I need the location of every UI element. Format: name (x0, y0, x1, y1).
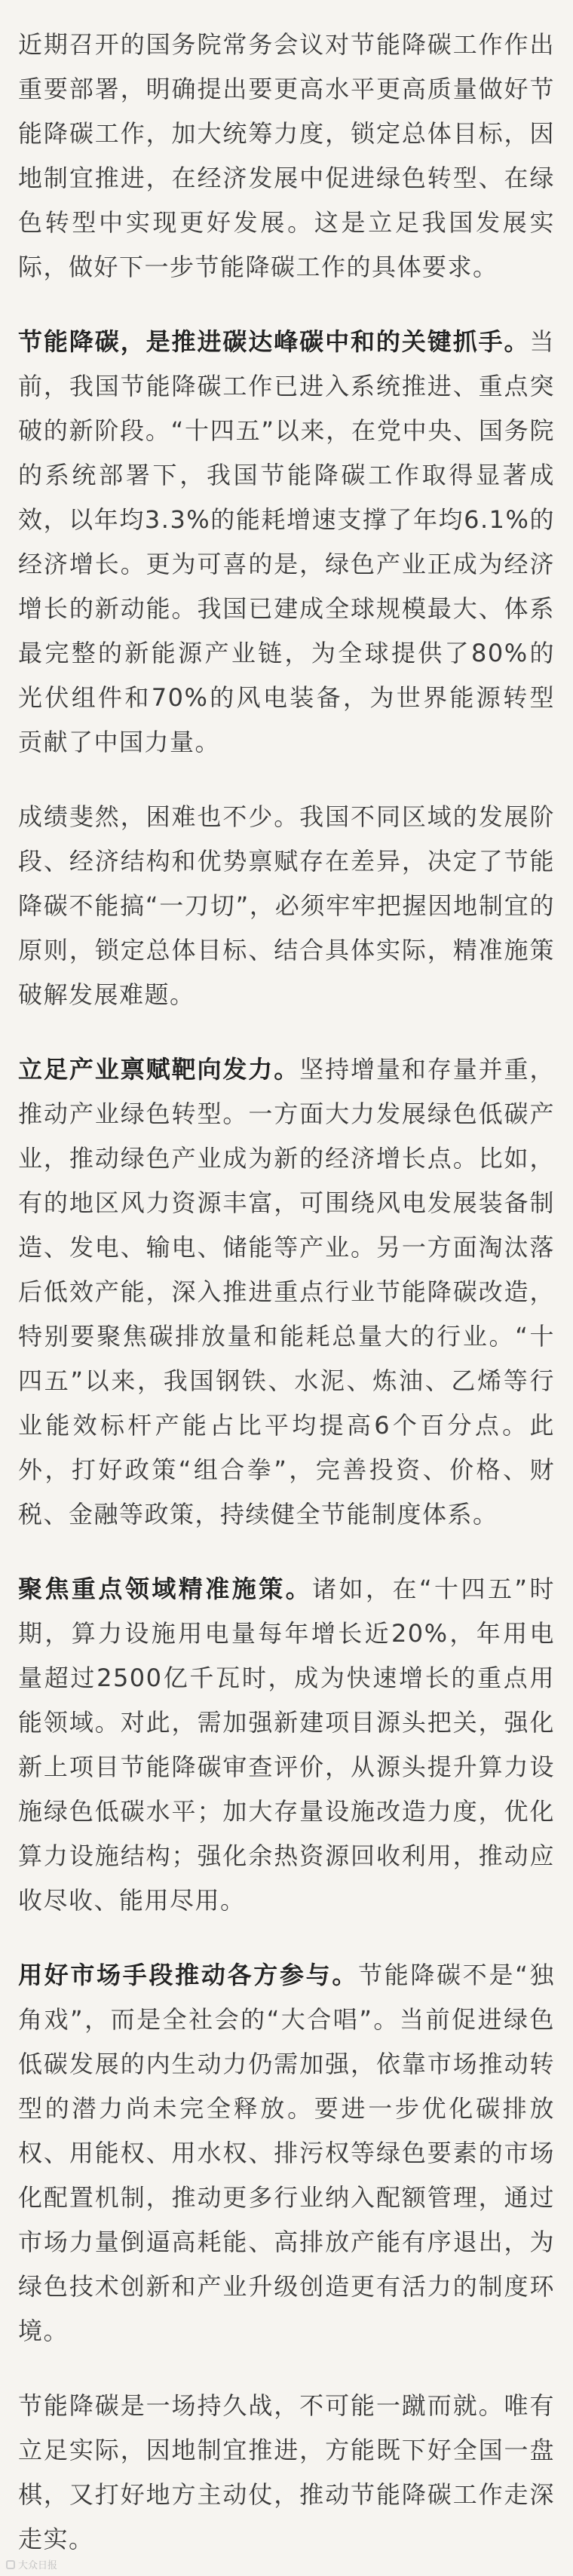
paragraph-intro: 近期召开的国务院常务会议对节能降碳工作作出重要部署，明确提出要更高水平更高质量做好节能降碳工作，加大统筹力度，锁定总体目标，因地制宜推进，在经济发展中促进绿色转型、在绿色转型中实现更好发展。这是立足我国发展实际，做好下一步节能降碳工作的具体要求。 (18, 30, 555, 281)
watermark-text: 大众日报 (18, 2560, 58, 2571)
paragraph-key-lever: 节能降碳，是推进碳达峰碳中和的关键抓手。当前，我国节能降碳工作已进入系统推进、重点突破的新阶段。“十四五”以来，在党中央、国务院的系统部署下，我国节能降碳工作取得显著成效，以年均3.3%的能耗增速支撑了年均6.1%的经济增长。更为可喜的是，绿色产业正成为经济增长的新动能。我国已建成全球规模最大、体系最完整的新能源产业链，为全球提供了80%的光伏组件和70%的风电装备，为世界能源转型贡献了中国力量。 (18, 327, 555, 756)
watermark-logo-icon (6, 2560, 15, 2569)
paragraph-conclusion: 节能降碳是一场持久战，不可能一蹴而就。唯有立足实际，因地制宜推进，方能既下好全国一盘棋，又打好地方主动仗，推动节能降碳工作走深走实。 (18, 2391, 555, 2553)
paragraph-key-areas: 聚焦重点领域精准施策。诸如，在“十四五”时期，算力设施用电量每年增长近20%，年用电量超过2500亿千瓦时，成为快速增长的重点用能领域。对此，需加强新建项目源头把关，强化新上项目节能降碳审查评价，从源头提升算力设施绿色低碳水平；加大存量设施改造力度，优化算力设施结构；强化余热资源回收利用，推动应收尽收、能用尽用。 (18, 1575, 555, 1915)
paragraph-industry: 立足产业禀赋靶向发力。坚持增量和存量并重，推动产业绿色转型。一方面大力发展绿色低碳产业，推动绿色产业成为新的经济增长点。比如，有的地区风力资源丰富，可围绕风电发展装备制造、发电、输电、储能等产业。另一方面淘汰落后低效产能，深入推进重点行业节能降碳改造，特别要聚焦碳排放量和能耗总量大的行业。“十四五”以来，我国钢铁、水泥、炼油、乙烯等行业能效标杆产能占比平均提高6个百分点。此外，打好政策“组合拳”，完善投资、价格、财税、金融等政策，持续健全节能制度体系。 (18, 1055, 555, 1529)
section-lead: 立足产业禀赋靶向发力。 (18, 1055, 300, 1084)
section-lead: 聚焦重点领域精准施策。 (18, 1575, 313, 1603)
paragraph-challenges: 成绩斐然，困难也不少。我国不同区域的发展阶段、经济结构和优势禀赋存在差异，决定了节能降碳不能搞“一刀切”，必须牢牢把握因地制宜的原则，锁定总体目标、结合具体实际，精准施策破解发展难题。 (18, 802, 555, 1009)
paragraph-market: 用好市场手段推动各方参与。节能降碳不是“独角戏”，而是全社会的“大合唱”。当前促进绿色低碳发展的内生动力仍需加强，依靠市场推动转型的潜力尚未完全释放。要进一步优化碳排放权、用能权、用水权、排污权等绿色要素的市场化配置机制，推动更多行业纳入配额管理，通过市场力量倒逼高耗能、高排放产能有序退出，为绿色技术创新和产业升级创造更有活力的制度环境。 (18, 1961, 555, 2345)
watermark (6, 2557, 57, 2571)
section-lead: 节能降碳，是推进碳达峰碳中和的关键抓手。 (18, 327, 530, 356)
section-lead: 用好市场手段推动各方参与。 (18, 1961, 359, 1989)
